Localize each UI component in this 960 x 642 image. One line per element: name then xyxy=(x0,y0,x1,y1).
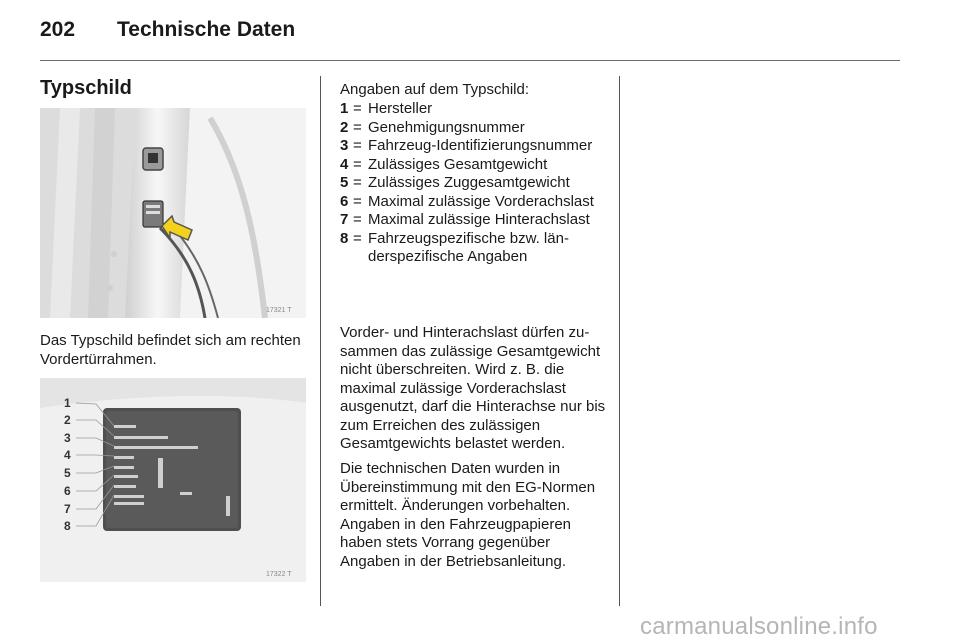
section-title: Typschild xyxy=(40,77,132,99)
page-number: 202 xyxy=(40,18,76,41)
callout-7: 7 xyxy=(64,502,71,516)
type-plate-photo xyxy=(40,378,306,582)
item-number: 8 xyxy=(340,229,349,247)
list-item xyxy=(340,119,612,138)
door-frame-photo xyxy=(40,108,306,318)
list-item xyxy=(340,193,612,212)
item-number: 7 xyxy=(340,211,349,228)
axle-load-paragraph: Vorder- und Hinterachslast dürfen zusammen das zulässige Gesamtgewicht nicht überschreiten. Wird z. B. die maximal zulässige Vorderachslast ausgenutzt, darf die Hinterachse nur bis zum Erreichen des zulässigen Gesamtgewichts belastet werden. xyxy=(340,324,606,452)
item-equals: = xyxy=(353,100,362,117)
list-lead: Angaben auf dem Typschild: xyxy=(340,81,530,98)
item-equals: = xyxy=(353,174,362,191)
figure-code-1: 17321 T xyxy=(266,307,292,314)
figure-code-2: 17322 T xyxy=(266,571,292,578)
door-frame-illustration xyxy=(40,108,306,318)
chapter-title: Technische Daten xyxy=(117,18,296,41)
item-text: Hersteller xyxy=(368,100,433,117)
technical-data-note: Die technischen Daten wurden in Übereinstimmung mit den EG-Normen ermittelt. Änderungen vorbehalten. Angaben in den Fahrzeugpapieren haben stets Vorrang gegenüber Angaben in der Betriebsanleitung. xyxy=(340,460,596,570)
type-plate-illustration xyxy=(40,378,306,582)
item-equals: = xyxy=(353,118,362,136)
callout-3: 3 xyxy=(64,431,71,445)
item-number: 3 xyxy=(340,137,349,154)
item-equals: = xyxy=(353,229,362,247)
item-equals: = xyxy=(353,155,362,173)
list-item xyxy=(340,100,612,119)
item-text: Zulässiges Zuggesamtgewicht xyxy=(368,174,570,191)
callout-5: 5 xyxy=(64,466,71,480)
item-text: Fahrzeug-Identifizierungsnummer xyxy=(368,137,593,154)
item-text: Maximal zulässige Hinterachslast xyxy=(368,211,590,228)
item-number: 2 xyxy=(340,118,349,136)
item-equals: = xyxy=(353,211,362,228)
item-text: Zulässiges Gesamtgewicht xyxy=(368,155,548,173)
callout-6: 6 xyxy=(64,484,71,498)
item-equals: = xyxy=(353,192,362,210)
item-text: Maximal zulässige Vorderachslast xyxy=(368,192,594,210)
item-text: Fahrzeugspezifische bzw. länderspezifische Angaben xyxy=(368,229,569,265)
list-item xyxy=(340,230,612,267)
item-number: 1 xyxy=(340,100,349,117)
intro-text: Das Typschild befindet sich am rechten Vordertürrahmen. xyxy=(40,332,301,368)
list-item xyxy=(340,156,612,175)
list-item xyxy=(340,211,612,230)
callout-4: 4 xyxy=(64,448,71,462)
item-number: 5 xyxy=(340,174,349,191)
callout-1: 1 xyxy=(64,396,71,410)
item-number: 4 xyxy=(340,155,349,173)
item-equals: = xyxy=(353,137,362,154)
column-divider-left xyxy=(320,76,321,606)
type-plate-spec-list xyxy=(340,100,612,267)
watermark: carmanualsonline.info xyxy=(640,613,878,640)
list-item xyxy=(340,137,612,156)
callout-2: 2 xyxy=(64,413,71,427)
item-number: 6 xyxy=(340,192,349,210)
callout-8: 8 xyxy=(64,519,71,533)
header-rule xyxy=(40,60,900,61)
column-divider-right xyxy=(619,76,620,606)
list-item xyxy=(340,174,612,193)
item-text: Genehmigungsnummer xyxy=(368,118,525,136)
